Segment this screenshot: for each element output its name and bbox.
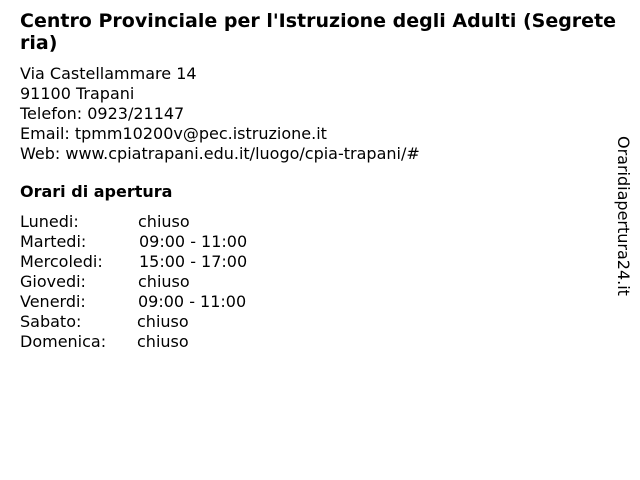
hours-value: chiuso: [138, 212, 190, 231]
email-address: Email: tpmm10200v@pec.istruzione.it: [20, 124, 327, 143]
street-address: Via Castellammare 14: [20, 64, 197, 83]
address-block: [20, 64, 620, 164]
day-label: Lunedi:: [20, 212, 79, 231]
phone-number: Telefon: 0923/21147: [20, 104, 185, 123]
day-label: Martedi:: [20, 232, 87, 251]
location-card: [20, 10, 620, 352]
hours-row-tuesday: [20, 232, 620, 252]
page-title: Centro Provinciale per l'Istruzione degli Adulti (Segreteria): [20, 10, 617, 54]
day-label: Venerdi:: [20, 292, 86, 311]
hours-value: chiuso: [138, 272, 190, 291]
hours-value: chiuso: [137, 332, 189, 351]
day-label: Mercoledi:: [20, 252, 103, 271]
opening-hours-heading: Orari di apertura: [20, 182, 173, 201]
hours-value: chiuso: [137, 312, 189, 331]
hours-row-saturday: [20, 312, 620, 332]
hours-value: 09:00 - 11:00: [138, 292, 247, 311]
brand-watermark: Oraridiapertura24.it: [614, 136, 633, 296]
hours-row-thursday: [20, 272, 620, 292]
day-label: Domenica:: [20, 332, 107, 351]
city-address: 91100 Trapani: [20, 84, 135, 103]
hours-row-monday: [20, 212, 620, 232]
day-label: Giovedi:: [20, 272, 86, 291]
hours-value: 15:00 - 17:00: [139, 252, 248, 271]
hours-row-friday: [20, 292, 620, 312]
hours-row-wednesday: [20, 252, 620, 272]
hours-row-sunday: [20, 332, 620, 352]
hours-value: 09:00 - 11:00: [139, 232, 248, 251]
website-url: Web: www.cpiatrapani.edu.it/luogo/cpia-trapani/#: [20, 144, 420, 163]
day-label: Sabato:: [20, 312, 82, 331]
opening-hours-table: [20, 212, 620, 352]
